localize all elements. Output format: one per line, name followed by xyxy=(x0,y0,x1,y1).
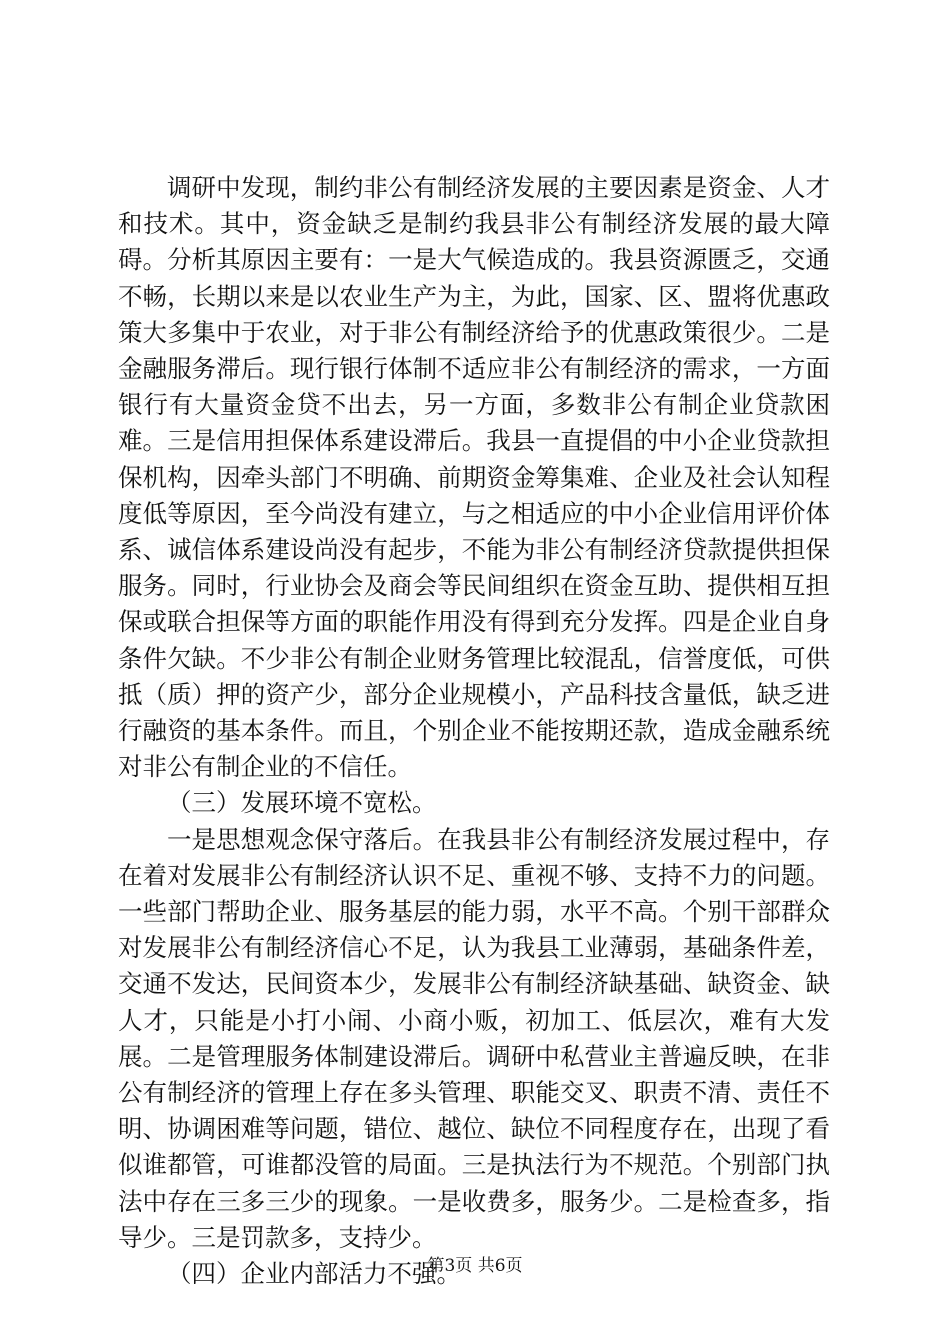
paragraph-financing-obstacles: 调研中发现，制约非公有制经济发展的主要因素是资金、人才和技术。其中，资金缺乏是制约我县非公有制经济发展的最大障碍。分析其原因主要有：一是大气候造成的。我县资源匮乏，交通不畅，长期以来是以农业生产为主，为此，国家、区、盟将优惠政策大多集中于农业，对于非公有制经济给予的优惠政策很少。二是金融服务滞后。现行银行体制不适应非公有制经济的需求，一方面银行有大量资金贷不出去，另一方面，多数非公有制企业贷款困难。三是信用担保体系建设滞后。我县一直提倡的中小企业贷款担保机构，因牵头部门不明确、前期资金筹集难、企业及社会认知程度低等原因，至今尚没有建立，与之相适应的中小企业信用评价体系、诚信体系建设尚没有起步，不能为非公有制经济贷款提供担保服务。同时，行业协会及商会等民间组织在资金互助、提供相互担保或联合担保等方面的职能作用没有得到充分发挥。四是企业自身条件欠缺。不少非公有制企业财务管理比较混乱，信誉度低，可供抵（质）押的资产少，部分企业规模小，产品科技含量低，缺乏进行融资的基本条件。而且，个别企业不能按期还款，造成金融系统对非公有制企业的不信任。 xyxy=(118,173,830,782)
section-heading-environment: （三）发展环境不宽松。 xyxy=(167,788,437,818)
paragraph-environment-issues: 一是思想观念保守落后。在我县非公有制经济发展过程中，存在着对发展非公有制经济认识不足、重视不够、支持不力的问题。一些部门帮助企业、服务基层的能力弱，水平不高。个别干部群众对发展非公有制经济信心不足，认为我县工业薄弱，基础条件差，交通不发达，民间资本少，发展非公有制经济缺基础、缺资金、缺人才，只能是小打小闹、小商小贩，初加工、低层次，难有大发展。二是管理服务体制建设滞后。调研中私营业主普遍反映，在非公有制经济的管理上存在多头管理、职能交叉、职责不清、责任不明、协调困难等问题，错位、越位、缺位不同程度存在，出现了看似谁都管，可谁都没管的局面。三是执法行为不规范。个别部门执法中存在三多三少的现象。一是收费多，服务少。二是检查多，指导少。三是罚款多，支持少。 xyxy=(118,824,830,1252)
page-number: 第3页 共6页 xyxy=(427,1256,523,1276)
document-body xyxy=(118,170,830,1292)
section-heading-enterprise-vitality: （四）企业内部活力不强。 xyxy=(167,1259,461,1289)
